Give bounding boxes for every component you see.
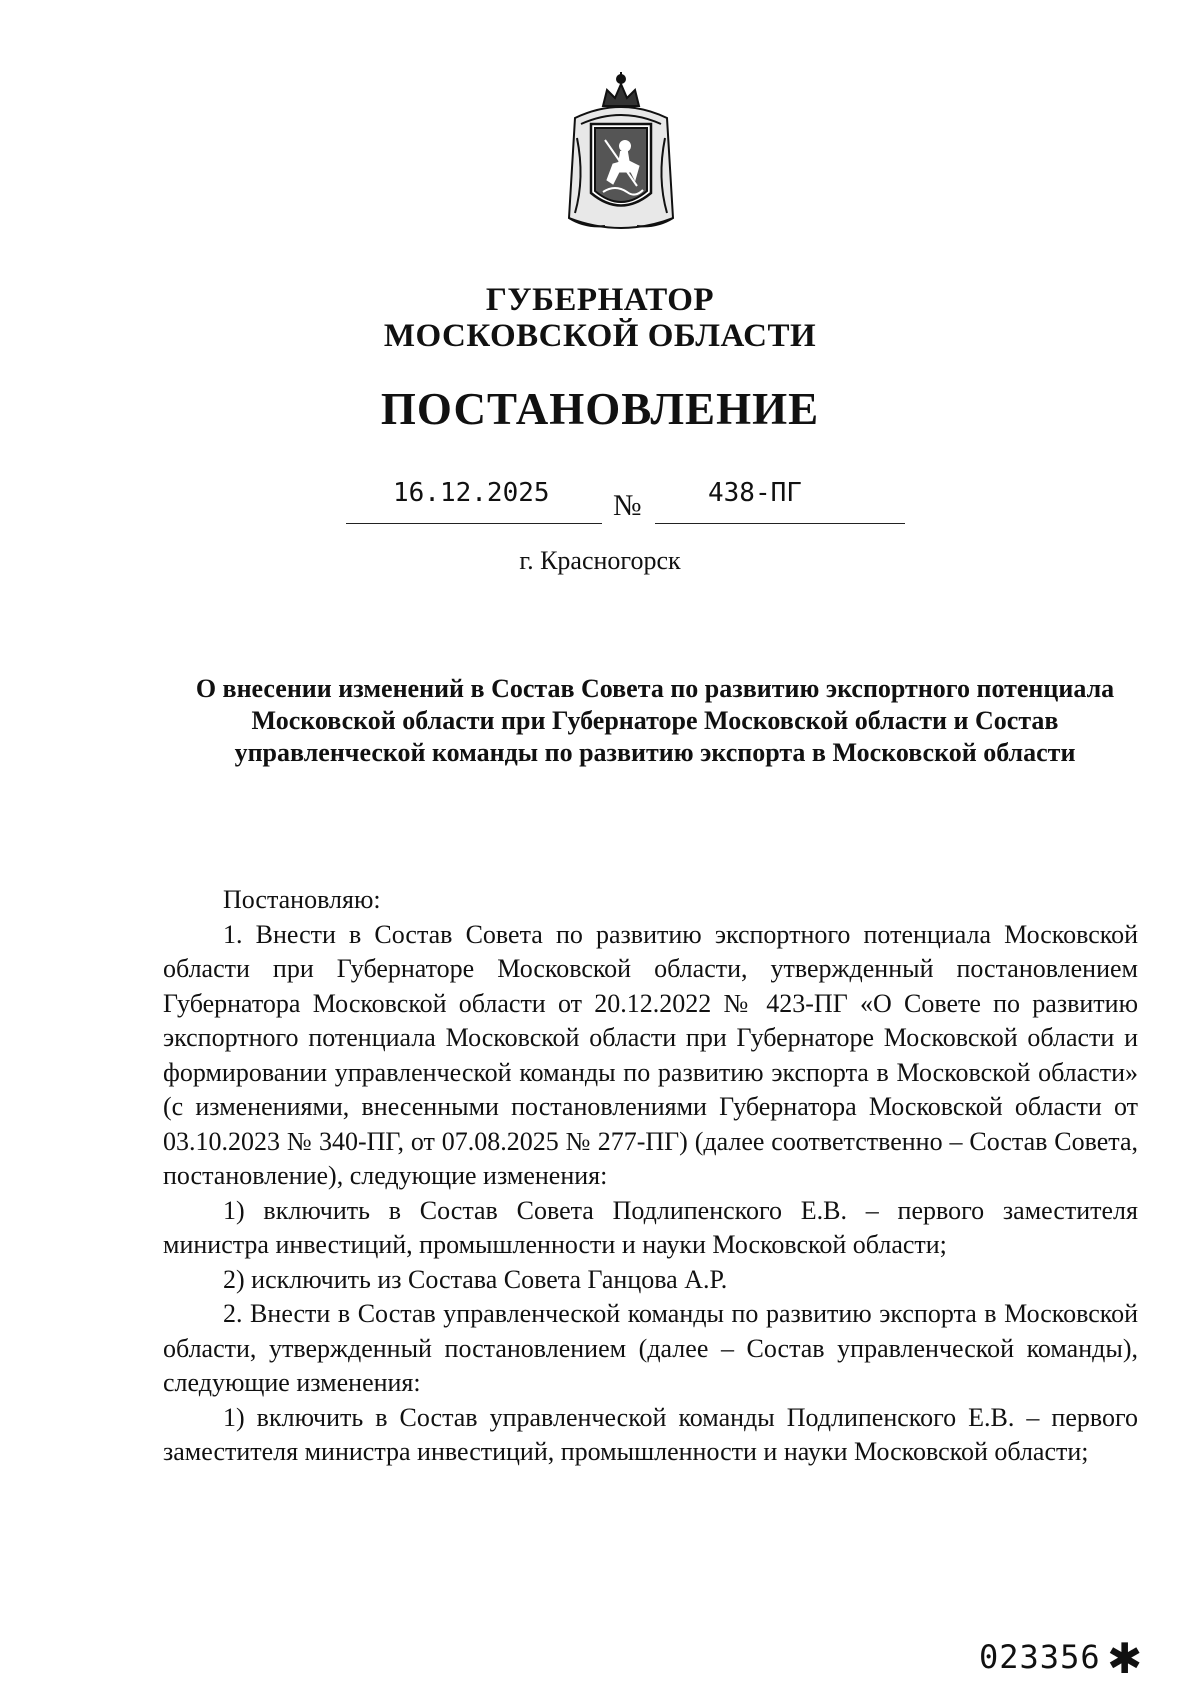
date-underline: [346, 523, 602, 524]
body-paragraph: 1. Внести в Состав Совета по развитию экспортного потенциала Московской области при Губернаторе Московской области, утвержденный постановлением Губернатора Московской области от 20.12.2022 № 423-ПГ «О Совете по развитию экспортного потенциала Московской области при Губернаторе Московской области и формировании управленческой команды по развитию экспорта в Московской области» (с изменениями, внесенными постановлениями Губернатора Московской области от 03.10.2023 № 340-ПГ, от 07.08.2025 № 277-ПГ) (далее соответственно – Состав Совета, постановление), следующие изменения:: [163, 919, 1138, 1190]
issue-city: г. Красногорск: [519, 546, 681, 575]
body-paragraph: 2. Внести в Состав управленческой команды по развитию экспорта в Московской области, утвержденный постановлением (далее – Состав управленческой команды), следующие изменения:: [163, 1299, 1138, 1397]
body-paragraph: 1) включить в Состав управленческой команды Подлипенского Е.В. – первого заместителя министра инвестиций, промышленности и науки Московской области;: [163, 1402, 1138, 1466]
authority-name-line1: ГУБЕРНАТОР: [485, 282, 715, 318]
decree-title: О внесении изменений в Состав Совета по развитию экспортного потенциала Московской области при Губернаторе Московской области и Состав управленческой команды по развитию экспорта в Московской области: [195, 674, 1115, 767]
body-paragraph: 2) исключить из Состава Совета Ганцова А.Р.: [223, 1264, 728, 1294]
number-underline: [655, 523, 905, 524]
authority-name-line2: МОСКОВСКОЙ ОБЛАСТИ: [383, 318, 817, 354]
number-sign: №: [613, 489, 642, 522]
coat-of-arms-icon: [555, 68, 687, 238]
decree-number: 438-ПГ: [708, 478, 802, 508]
document-serial-code: 023356: [979, 1638, 1101, 1676]
asterisk-icon: ✱: [1107, 1634, 1143, 1683]
body-paragraph: 1) включить в Состав Совета Подлипенского Е.В. – первого заместителя министра инвестиций, промышленности и науки Московской области;: [163, 1195, 1138, 1259]
decree-date: 16.12.2025: [393, 478, 550, 508]
intro-paragraph: Постановляю:: [223, 885, 381, 914]
document-type-heading: ПОСТАНОВЛЕНИЕ: [380, 384, 820, 434]
decree-body: [163, 883, 1138, 1470]
